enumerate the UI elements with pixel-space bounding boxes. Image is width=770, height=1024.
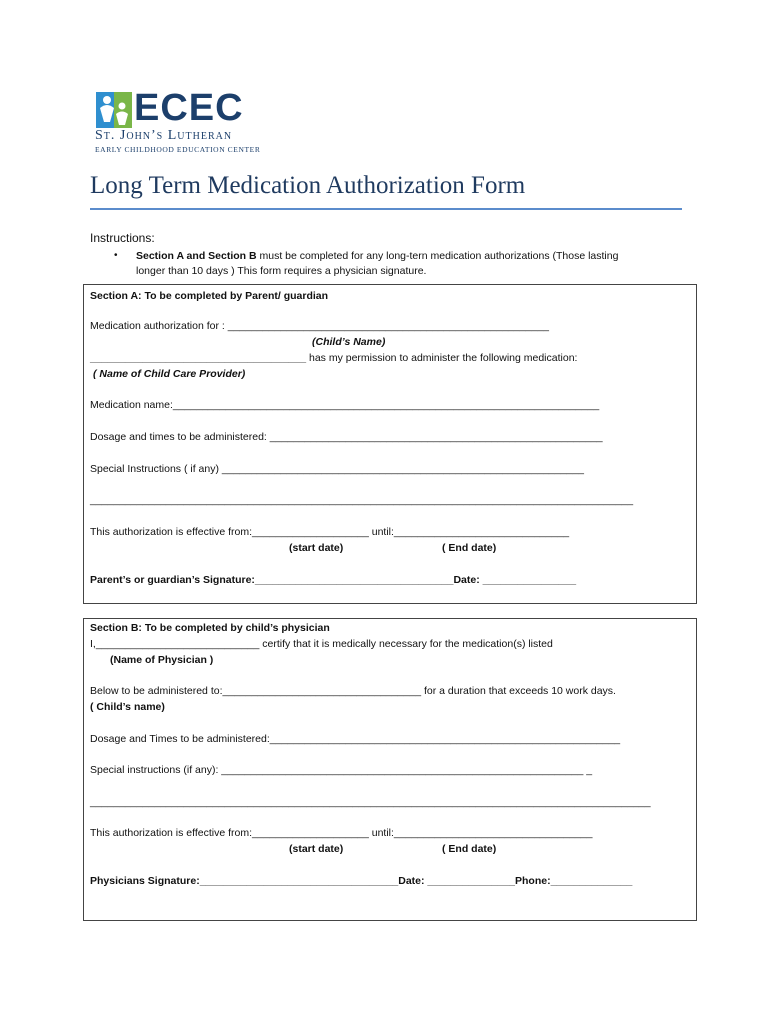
physician-effective-dates-field[interactable]: This authorization is effective from:____________________ until:__________________________________ — [90, 827, 593, 839]
end-date-label: ( End date) — [442, 542, 497, 554]
parent-signature-field[interactable]: Parent’s or guardian’s Signature:__________________________________Date: ________________ — [90, 574, 577, 586]
start-date-label: (start date) — [289, 542, 344, 554]
logo-wordmark: ECEC — [134, 87, 244, 129]
logo-emblem-icon — [96, 92, 132, 128]
special-instructions-line2-field[interactable]: _____________________________________________________________________________________________ — [90, 494, 634, 506]
logo-subtitle: St. John’s Lutheran — [95, 128, 233, 143]
physician-name-label: (Name of Physician ) — [110, 654, 214, 666]
dosage-times-field[interactable]: Dosage and times to be administered: _________________________________________________________ — [90, 431, 603, 443]
provider-permission-text: has my permission to administer the following medication: — [306, 352, 578, 364]
instructions-heading: Instructions: — [90, 231, 155, 245]
physician-special-line2-field[interactable]: ________________________________________________________________________________________________ — [90, 796, 651, 808]
section-a-heading: Section A: To be completed by Parent/ guardian — [90, 290, 329, 302]
physician-signature-field[interactable]: Physicians Signature:__________________________________Date: _______________Phone:______________ — [90, 875, 633, 887]
childs-name-label: (Child’s Name) — [312, 336, 386, 348]
instructions-bullet-bold: Section A and Section B — [136, 250, 257, 262]
section-a-box — [83, 284, 697, 604]
bullet-dot: • — [114, 250, 118, 261]
physician-certify-field[interactable]: I,____________________________ certify that it is medically necessary for the medication(s) listed — [90, 638, 553, 650]
logo-tagline: EARLY CHILDHOOD EDUCATION CENTER — [95, 145, 261, 154]
title-divider — [90, 208, 682, 210]
provider-line — [90, 352, 577, 364]
instructions-bullet — [136, 250, 618, 262]
effective-dates-field[interactable]: This authorization is effective from:____________________ until:______________________________ — [90, 526, 570, 538]
ecec-logo — [94, 87, 264, 160]
medication-name-field[interactable]: Medication name:_________________________________________________________________________ — [90, 399, 600, 411]
provider-name-field[interactable]: _____________________________________ — [90, 352, 307, 364]
section-b-heading: Section B: To be completed by child’s physician — [90, 622, 330, 634]
page-title: Long Term Medication Authorization Form — [90, 172, 526, 199]
instructions-bullet-line2: longer than 10 days ) This form requires a physician signature. — [136, 265, 427, 277]
administered-to-field[interactable]: Below to be administered to:__________________________________ for a duration that exceeds 10 work days. — [90, 685, 616, 697]
special-instructions-field[interactable]: Special Instructions ( if any) ______________________________________________________________ — [90, 463, 584, 475]
instructions-bullet-text: must be completed for any long-tern medication authorizations (Those lasting — [256, 250, 619, 262]
medication-authorization-for-field[interactable]: Medication authorization for : _______________________________________________________ — [90, 320, 549, 332]
physician-dosage-field[interactable]: Dosage and Times to be administered:____________________________________________________________ — [90, 733, 621, 745]
physician-special-instructions-field[interactable]: Special instructions (if any): ______________________________________________________________ _ — [90, 764, 593, 776]
provider-name-label: ( Name of Child Care Provider) — [93, 368, 246, 380]
physician-end-date-label: ( End date) — [442, 843, 497, 855]
child-name-label: ( Child’s name) — [90, 701, 165, 713]
physician-start-date-label: (start date) — [289, 843, 344, 855]
